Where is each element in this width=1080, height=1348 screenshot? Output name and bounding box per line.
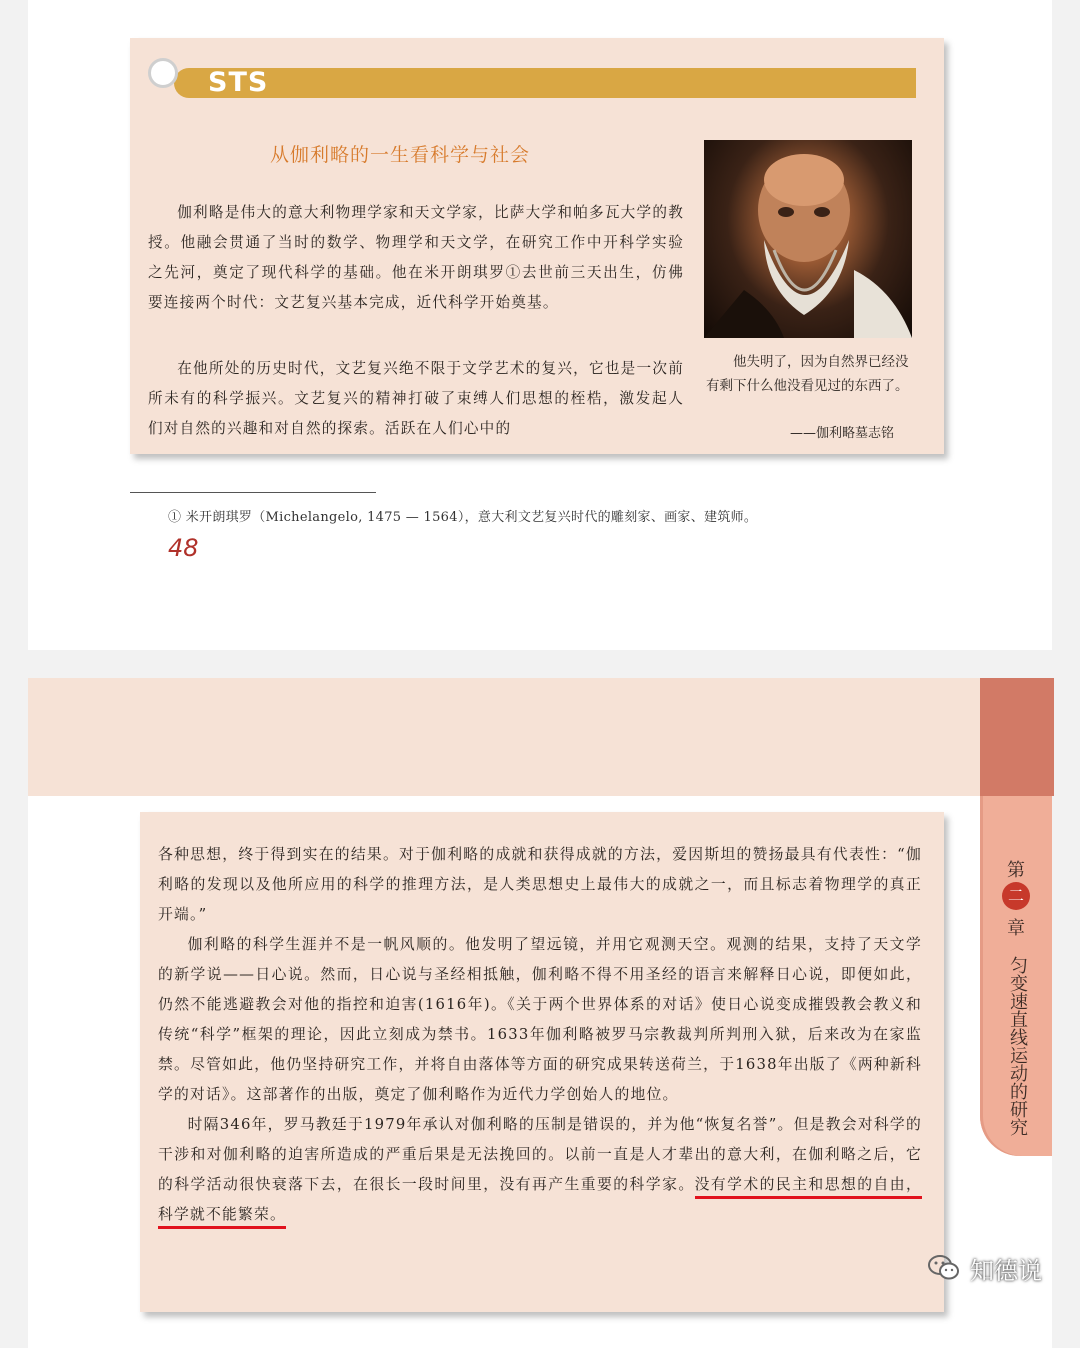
chapter-side-label (980, 796, 1052, 1156)
sts-continued-box (140, 812, 944, 1312)
body-text (158, 840, 922, 1230)
paragraph: 伽利略的科学生涯并不是一帆风顺的。他发明了望远镜，并用它观测天空。观测的结果，支持了天文学的新学说——日心说。然而，日心说与圣经相抵触，伽利略不得不用圣经的语言来解释日心说，即便如此，仍然不能逃避教会对他的指控和迫害(1616年)。《关于两个世界体系的对话》使日心说变成摧毁教会教义和传统“科学”框架的理论，因此立刻成为禁书。1633年伽利略被罗马宗教裁判所判刑入狱，后来改为在家监禁。尽管如此，他仍坚持研究工作，并将自由落体等方面的研究成果转送荷兰，于1638年出版了《两种新科学的对话》。这部著作的出版，奠定了伽利略作为近代力学创始人的地位。 (158, 936, 922, 1103)
chapter-number-badge: 二 (1002, 882, 1030, 910)
caption-text: 他失明了，因为自然界已经没有剩下什么他没看见过的东西了。 (706, 354, 909, 394)
wechat-icon (926, 1250, 962, 1286)
paragraph (158, 1110, 922, 1230)
chapter-prefix: 第 (1007, 860, 1025, 881)
footnote-rule (130, 492, 376, 493)
underlined-sentence: 没有学术的民主和思想的自由，科学就不能繁荣。 (158, 1176, 922, 1229)
paragraph-text: 时隔346年，罗马教廷于1979年承认对伽利略的压制是错误的，并为他“恢复名誉”。但是教会对科学的干涉和对伽利略的迫害所造成的严重后果是无法挽回的。以前一直是人才辈出的意大利，在伽利略之后，它的科学活动很快衰落下去，在很长一段时间里，没有再产生重要的科学家。 (158, 1116, 922, 1193)
paragraph: 在他所处的历史时代，文艺复兴绝不限于文学艺术的复兴，它也是一次前所未有的科学振兴。文艺复兴的精神打破了束缚人们思想的桎梏，激发起人们对自然的兴趣和对自然的探索。活跃在人们心中的 (148, 360, 684, 437)
caption-source: ——伽利略墓志铭 (790, 426, 895, 441)
sts-label: STS (208, 67, 269, 98)
textbook-page-49 (28, 678, 1052, 1348)
page-number: 48 (168, 534, 199, 562)
galileo-portrait (704, 140, 912, 338)
chapter-suffix: 章 (1007, 918, 1025, 939)
portrait-caption (706, 350, 916, 398)
watermark (926, 1250, 1042, 1286)
section-title: 从伽利略的一生看科学与社会 (270, 144, 531, 166)
watermark-text: 知德说 (970, 1256, 1042, 1285)
paragraph: 各种思想，终于得到实在的结果。对于伽利略的成就和获得成就的方法，爱因斯坦的赞扬最具有代表性：“伽利略的发现以及他所应用的科学的推理方法，是人类思想史上最伟大的成就之一，而且标志着物理学的真正开端。” (158, 846, 922, 923)
chapter-title: 匀变速直线运动的研究 (1007, 956, 1028, 1136)
chapter-tab (980, 678, 1054, 796)
sts-header-bar (174, 68, 916, 98)
footnote: ① 米开朗琪罗（Michelangelo, 1475 — 1564），意大利文艺复兴时代的雕刻家、画家、建筑师。 (168, 510, 758, 525)
sts-box (130, 38, 944, 454)
header-band (28, 678, 980, 796)
paragraph: 伽利略是伟大的意大利物理学家和天文学家，比萨大学和帕多瓦大学的教授。他融会贯通了当时的数学、物理学和天文学，在研究工作中开科学实验之先河，奠定了现代科学的基础。他在米开朗琪罗①去世前三天出生，仿佛要连接两个时代：文艺复兴基本完成，近代科学开始奠基。 (148, 204, 684, 311)
ring-icon (148, 58, 178, 88)
portrait-image (704, 140, 912, 338)
textbook-page-48 (28, 0, 1052, 650)
